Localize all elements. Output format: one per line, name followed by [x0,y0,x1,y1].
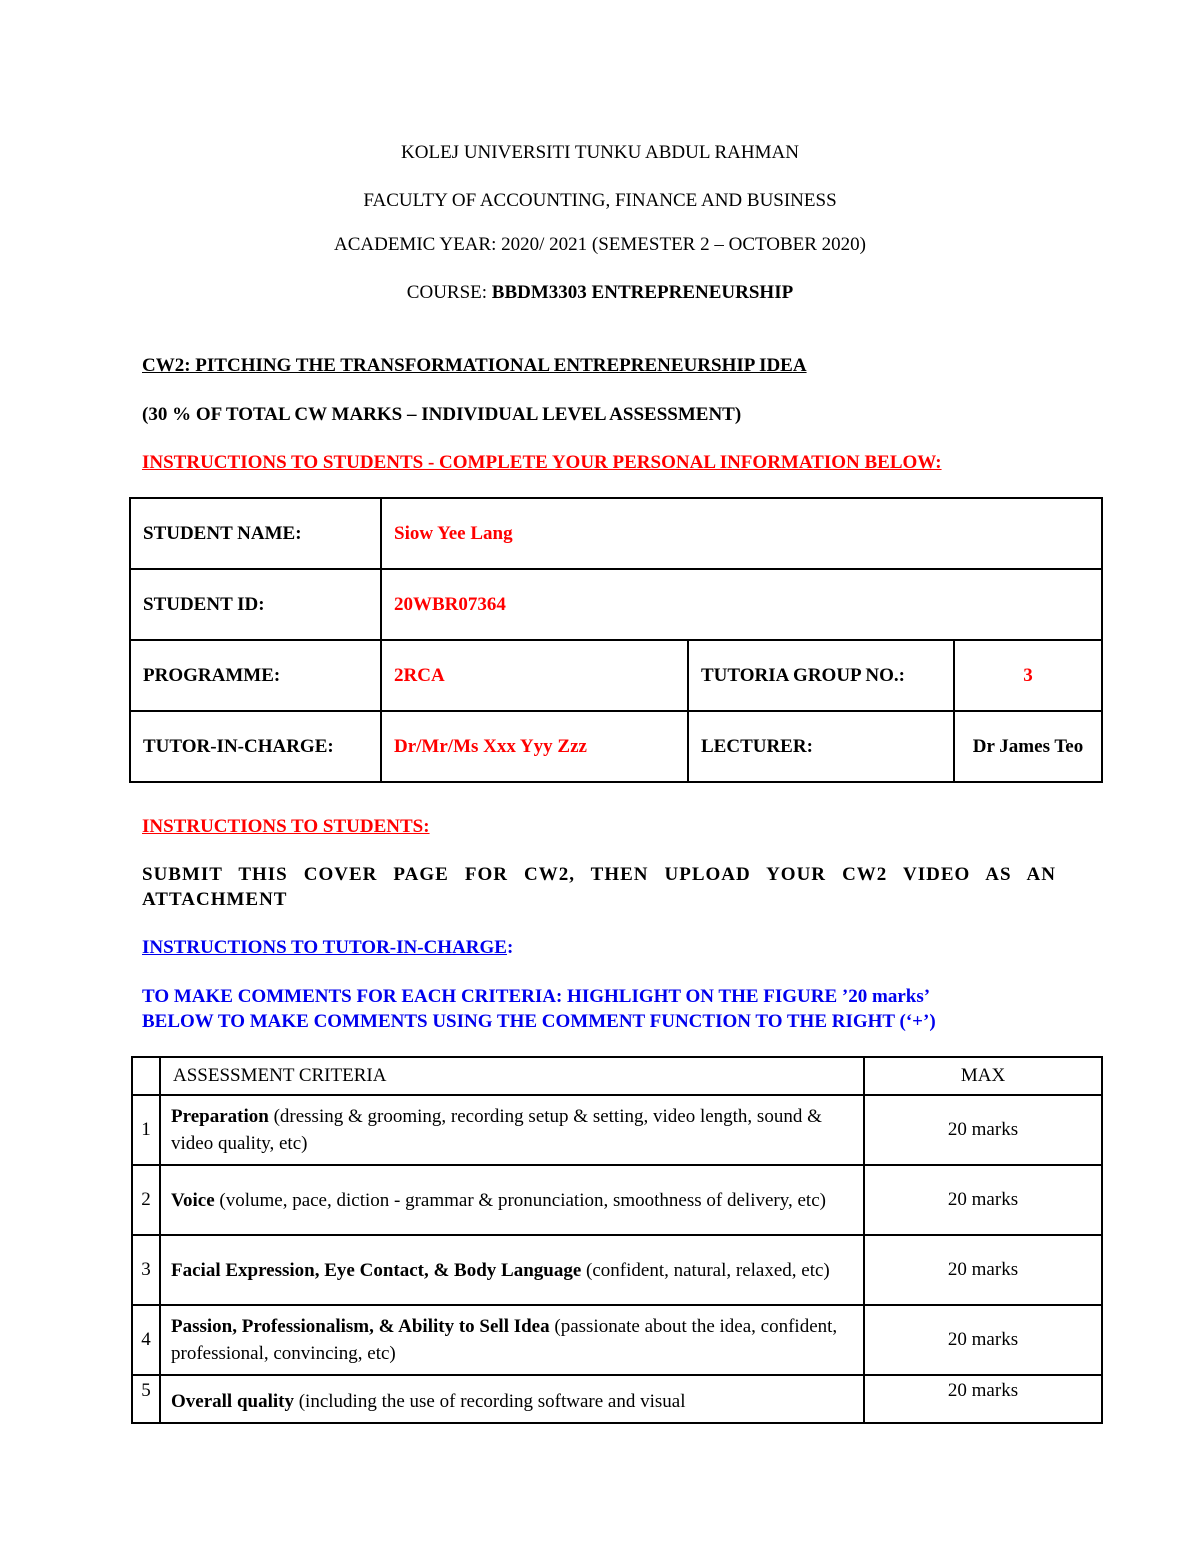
programme-value: 2RCA [381,640,688,711]
criteria-detail: (including the use of recording software and visual [293,1390,686,1412]
criteria-header-number [132,1057,160,1095]
student-info-table [129,497,1103,783]
tutorial-group-label: TUTORIA GROUP NO.: [688,640,954,711]
student-name-value: Siow Yee Lang [381,498,1102,569]
programme-row [130,640,1102,711]
criteria-title: Preparation [171,1106,269,1127]
course-name: BBDM3303 ENTREPRENEURSHIP [491,282,794,303]
criteria-detail: (passionate about the idea, confident, professional, convincing, etc) [171,1316,838,1364]
student-name-row [130,498,1102,569]
table-row [132,1165,1102,1235]
tutorial-group-value: 3 [954,640,1102,711]
tutor-instruction-line-1: TO MAKE COMMENTS FOR EACH CRITERIA: HIGHLIGHT ON THE FIGURE ’20 marks’ [142,986,931,1007]
table-row [132,1305,1102,1375]
criteria-detail: (confident, natural, relaxed, etc) [581,1259,830,1281]
lecturer-label: LECTURER: [688,711,954,782]
criteria-max-marks[interactable]: 20 marks [864,1165,1102,1235]
students-instruction-text: SUBMIT THIS COVER PAGE FOR CW2, THEN UPLOAD YOUR CW2 VIDEO AS AN ATTACHMENT [142,864,1056,910]
tutor-instruction-heading: INSTRUCTIONS TO TUTOR-IN-CHARGE [142,937,507,958]
assessment-criteria-table [131,1056,1103,1424]
criteria-title: Overall quality [171,1390,294,1412]
criteria-number: 4 [132,1305,160,1375]
tutor-value: Dr/Mr/Ms Xxx Yyy Zzz [381,711,688,782]
academic-year: ACADEMIC YEAR: 2020/ 2021 (SEMESTER 2 – OCTOBER 2020) [333,234,867,255]
student-id-row [130,569,1102,640]
criteria-description [160,1235,864,1305]
course-line [0,282,1200,304]
table-row [132,1235,1102,1305]
criteria-title: Passion, Professionalism, & Ability to Sell Idea [171,1316,550,1337]
university-name: KOLEJ UNIVERSITI TUNKU ABDUL RAHMAN [401,142,799,163]
assignment-weight: (30 % OF TOTAL CW MARKS – INDIVIDUAL LEVEL ASSESSMENT) [142,404,742,425]
student-id-label: STUDENT ID: [130,569,381,640]
personal-info-instruction: INSTRUCTIONS TO STUDENTS - COMPLETE YOUR PERSONAL INFORMATION BELOW: [142,452,942,473]
criteria-detail: (volume, pace, diction - grammar & pronunciation, smoothness of delivery, etc) [214,1189,826,1211]
criteria-header-criteria: ASSESSMENT CRITERIA [160,1057,864,1095]
criteria-max-marks[interactable]: 20 marks [864,1235,1102,1305]
criteria-header-row [132,1057,1102,1095]
criteria-header-max: MAX [864,1057,1102,1095]
tutor-instruction-heading-line [142,937,513,959]
programme-label: PROGRAMME: [130,640,381,711]
criteria-max-marks[interactable]: 20 marks [864,1375,1102,1423]
criteria-number: 1 [132,1095,160,1165]
criteria-description [160,1165,864,1235]
criteria-number: 2 [132,1165,160,1235]
lecturer-value: Dr James Teo [954,711,1102,782]
tutor-heading-colon: : [506,937,514,958]
criteria-description [160,1095,864,1165]
criteria-number: 5 [132,1375,160,1423]
criteria-description [160,1375,864,1423]
criteria-max-marks[interactable]: 20 marks [864,1305,1102,1375]
assignment-title: CW2: PITCHING THE TRANSFORMATIONAL ENTREPRENEURSHIP IDEA [142,355,807,376]
students-instruction-heading: INSTRUCTIONS TO STUDENTS: [142,816,430,837]
criteria-description [160,1305,864,1375]
course-label: COURSE: [406,282,492,303]
criteria-title: Facial Expression, Eye Contact, & Body Language [171,1259,582,1281]
criteria-max-marks[interactable]: 20 marks [864,1095,1102,1165]
tutor-instruction-line-2: BELOW TO MAKE COMMENTS USING THE COMMENT FUNCTION TO THE RIGHT (‘+’) [142,1011,936,1032]
student-id-value: 20WBR07364 [381,569,1102,640]
student-name-label: STUDENT NAME: [130,498,381,569]
tutor-row [130,711,1102,782]
criteria-detail: (dressing & grooming, recording setup & setting, video length, sound & video quality, etc) [171,1106,822,1154]
table-row [132,1095,1102,1165]
tutor-label: TUTOR-IN-CHARGE: [130,711,381,782]
table-row [132,1375,1102,1423]
criteria-number: 3 [132,1235,160,1305]
faculty-name: FACULTY OF ACCOUNTING, FINANCE AND BUSINESS [363,190,837,211]
criteria-title: Voice [171,1189,215,1211]
